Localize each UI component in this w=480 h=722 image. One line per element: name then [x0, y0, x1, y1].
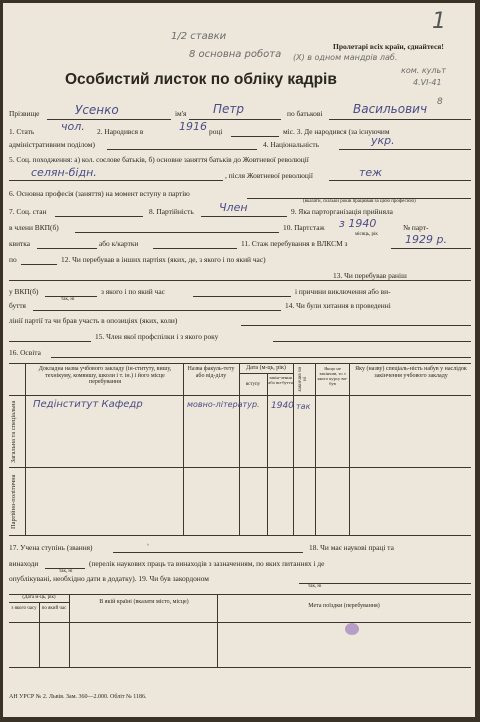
personnel-record-sheet	[3, 3, 475, 717]
q16-label: 16. Освіта	[9, 348, 41, 357]
komsomol-label: 11. Стаж перебування в ВЛКСМ з	[241, 239, 348, 248]
name-label: ім'я	[175, 109, 187, 118]
abroad-to-header: по який час	[41, 606, 67, 611]
after-revolution-label: , після Жовтневої революції	[225, 171, 313, 180]
birth-year: 1916	[179, 120, 207, 133]
party-card-hint: місяць, рік	[355, 232, 378, 237]
q14-label: 14. Чи були хитання в проведенні	[285, 301, 391, 310]
after-revolution-value: теж	[359, 166, 383, 179]
social-status-line	[55, 216, 143, 217]
profession-note: (вказати, скільки років працював за цією професією)	[303, 199, 416, 204]
social-origin-label: 5. Соц. походження: а) кол. соєлове батьків, б) основне заняття батьків до Жовтневої революції	[9, 155, 309, 164]
col-exit-header: закін-чення або ви-буття	[268, 375, 293, 385]
party-card-label: 10. Партстаж	[283, 223, 325, 232]
partiality-label: 8. Партійність	[149, 207, 194, 216]
birthplace-line	[107, 149, 257, 150]
abroad-country-header: В якій країні (вказати місто, місце)	[99, 599, 189, 605]
page-title: Особистий листок по обліку кадрів	[65, 71, 337, 88]
partiality-value: Член	[219, 201, 248, 214]
col-date-header: Дата (м-ць, рік)	[246, 365, 286, 371]
party-card-value: з 1940	[339, 217, 377, 230]
slogan: Пролетарі всіх країн, єднайтеся!	[333, 42, 444, 51]
yes-no-hint: так, ні	[61, 297, 75, 302]
published-text: опублікувані, необхідно дати в додатку). 19. Чи був закордоном	[9, 574, 209, 583]
patronymic-line	[329, 119, 471, 120]
surname-value: Усенко	[75, 103, 119, 117]
union-line	[273, 341, 471, 342]
q13-label: 13. Чи перебував раніш	[333, 271, 407, 280]
q17-line	[113, 552, 303, 553]
to-label: по	[9, 255, 17, 264]
pencil-note: 8	[437, 97, 443, 107]
q17-label: 17. Учена ступінь (звання)	[9, 543, 93, 552]
birth-line	[231, 136, 279, 137]
other-parties-line	[9, 280, 471, 281]
patronymic-label: по батькові	[287, 109, 323, 118]
education-line	[51, 357, 471, 358]
col-institution-header: Докладна назва учбового закладу (ін-ституту, вишу, технікуму, комвишу, школи і т. ін.) і його місце перебування	[38, 366, 172, 385]
pencil-note: ком. культ	[401, 66, 446, 75]
komsomol-line	[391, 248, 471, 249]
nationality-value: укр.	[371, 134, 395, 147]
birthplace-cont: адміністративним поділом)	[9, 140, 95, 149]
profession-label: 6. Основна професія (заняття) на момент вступу в партію	[9, 189, 190, 198]
pencil-note: 1/2 ставки	[171, 31, 227, 42]
after-revolution-line	[329, 180, 471, 181]
vkp-short: у ВКП(б)	[9, 287, 39, 296]
end-year-value: 1940	[271, 401, 294, 411]
ink-mark: ˎ	[145, 535, 150, 546]
birth-year-suffix: році	[209, 127, 223, 136]
social-origin-line	[9, 180, 223, 181]
period-line	[193, 296, 291, 297]
name-value: Петр	[213, 102, 245, 116]
party-line-label: лінії партії та чи брав участь в опозиціях (яких, коли)	[9, 316, 178, 325]
inventions-label: винаходи	[9, 559, 39, 568]
nationality-line	[339, 149, 471, 150]
col-faculty-header: Назва факуль-тету або від-ділу	[187, 366, 235, 379]
leaving-line	[33, 310, 281, 311]
abroad-purpose-header: Мета поїздки (перебування)	[308, 603, 380, 609]
institution-value: Педінститут Кафедр	[33, 399, 143, 410]
col-course-header: Якщо не закінчив, то з якого курсу ви-був	[317, 366, 348, 386]
or-card-label: або к/картки	[99, 239, 139, 248]
col-finished-header: Закінчив чи ні	[298, 366, 308, 392]
faculty-value: мовно-літератур.	[187, 400, 260, 409]
party-line-line	[241, 325, 471, 326]
inventions-yes-no: так, ні	[59, 569, 73, 574]
abroad-date-header: (Дата м-ць, рік)	[22, 595, 56, 600]
printer-footer: АН УРСР № 2. Львів. Зам. 360—2.000. Обліт № 1186.	[9, 694, 147, 700]
finished-value: так	[296, 402, 311, 411]
pencil-note: (X) в одном мандрів лаб.	[293, 53, 398, 62]
to-line	[21, 264, 57, 265]
vkp-label: в члени ВКП(б)	[9, 223, 59, 232]
abroad-yes-no: так, ні	[308, 584, 322, 589]
col-specialty-header: Яку (назву) спеціаль-ність набув у наслідок закінчення учбового закладу	[355, 366, 467, 379]
social-status-label: 7. Соц. стан	[9, 207, 47, 216]
abroad-line	[299, 583, 471, 584]
page-number: 1	[432, 9, 446, 34]
abroad-from-header: з якого часу	[11, 606, 37, 611]
birth-label: 2. Народився в	[97, 127, 144, 136]
komsomol-value: 1929 р.	[405, 233, 447, 246]
q15-label: 15. Член якої профспілки і з якого року	[95, 332, 219, 341]
row-group-general: Загальна та спеціальна	[10, 400, 17, 464]
surname-label: Прізвище	[9, 109, 40, 118]
q18-label: 18. Чи має наукові праці та	[309, 543, 394, 552]
sex-label: 1. Стать	[9, 127, 35, 136]
vkp-line	[75, 232, 279, 233]
reasons-label: і причини виключення або ви-	[295, 287, 391, 296]
pencil-note: 8 основна робота	[189, 49, 282, 60]
period-label: з якого і по який час	[101, 287, 165, 296]
card-line	[37, 248, 97, 249]
birthplace-label: міс. 3. Де народився (за існуючим	[283, 127, 390, 136]
or-card-line	[153, 248, 237, 249]
card-label: квитка	[9, 239, 31, 248]
union-line-left	[9, 341, 91, 342]
inventions-text: (перелік наукових праць та винаходів з зазначенням, по яких питаннях і де	[89, 559, 325, 568]
partiality-line	[201, 216, 287, 217]
row-group-political: Партійно-політична	[10, 474, 17, 530]
ink-stamp-mark	[345, 623, 359, 635]
other-parties-label: 12. Чи перебував в інших партіях (яких, де, з якого і по який час)	[61, 255, 266, 264]
sex-value: чол.	[61, 120, 85, 133]
col-entry-header: вступу	[245, 382, 261, 387]
party-card-number-label: № парт-	[403, 223, 429, 232]
pencil-note: 4.VI-41	[413, 78, 442, 87]
leaving-label: буття	[9, 301, 26, 310]
social-origin-value: селян-бідн.	[31, 166, 97, 179]
nationality-label: 4. Національність	[263, 140, 319, 149]
patronymic-value: Васильович	[353, 102, 428, 116]
organization-label: 9. Яка парторганізація прийняла	[291, 207, 393, 216]
